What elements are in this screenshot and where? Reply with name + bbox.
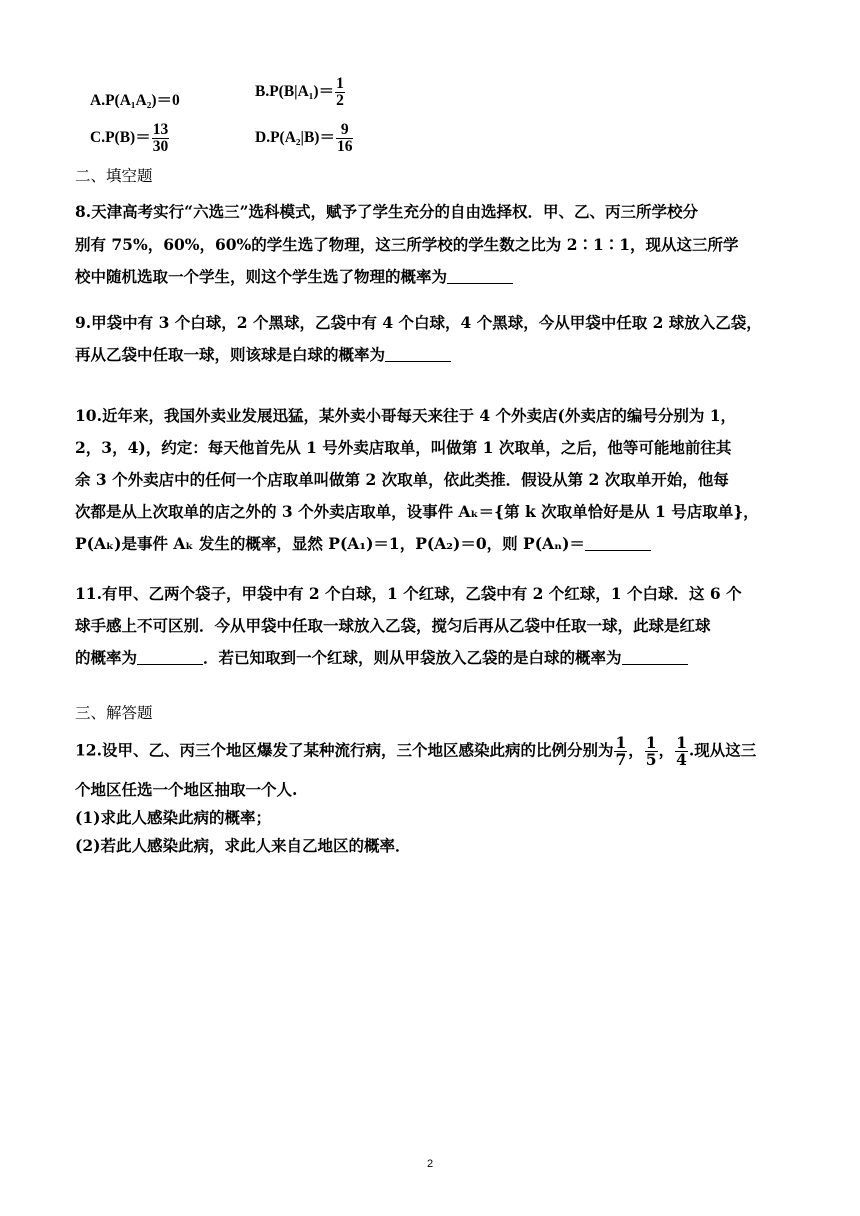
q12-line-2: 个地区任选一个地区抽取一个人. <box>75 780 298 799</box>
q12-part-2: (2)若此人感染此病，求此人来自乙地区的概率． <box>75 836 411 855</box>
answer-blank <box>585 536 651 551</box>
option-b: B.P(B|A₁)＝ $\frac{1}{2}$ <box>255 75 344 109</box>
q10-line-3: 余 3 个外卖店中的任何一个店取单叫做第 2 次取单，依此类推．假设从第 2 次取单开始，他每 <box>75 470 729 489</box>
fraction: $\frac{13}{30}$ <box>152 121 169 155</box>
q11-line-3: 的概率为 ．若已知取到一个红球，则从甲袋放入乙袋的是白球的概率为 <box>75 648 688 668</box>
q10-line-1: 10.近年来，我国外卖业发展迅猛，某外卖小哥每天来往于 4 个外卖店(外卖店的编号分别为 1， <box>75 406 737 425</box>
q12-line-1: 12.设甲、乙、丙三个地区爆发了某种流行病，三个地区感染此病的比例分别为 $\frac{1}{7}$ ， $\frac{1}{5}$ ， $\frac{1}{4}$ .现从这三 <box>75 733 757 769</box>
q9-line-2: 再从乙袋中任取一球，则该球是白球的概率为 <box>75 345 451 365</box>
q11-line-1: 11.有甲、乙两个袋子，甲袋中有 2 个白球，1 个红球，乙袋中有 2 个红球，1 个白球．这 6 个 <box>75 584 742 603</box>
fraction: $\frac{9}{16}$ <box>336 121 353 155</box>
q10-line-2: 2，3，4)，约定：每天他首先从 1 号外卖店取单，叫做第 1 次取单，之后，他等可能地前往其 <box>75 438 732 457</box>
q10-line-5: P(Aₖ)是事件 Aₖ 发生的概率，显然 P(A₁)＝1，P(A₂)＝0，则 P(Aₙ)＝ <box>75 534 651 554</box>
section-title-solve: 三、解答题 <box>75 704 153 722</box>
q9-line-1: 9.甲袋中有 3 个白球，2 个黑球，乙袋中有 4 个白球，4 个黑球，今从甲袋中任取 2 球放入乙袋， <box>75 313 762 332</box>
answer-blank <box>622 650 688 665</box>
page-number: 2 <box>426 1158 434 1170</box>
answer-blank <box>385 347 451 362</box>
fraction: $\frac{1}{7}$ <box>615 733 627 769</box>
q11-line-2: 球手感上不可区别．今从甲袋中任取一球放入乙袋，搅匀后再从乙袋中任取一球，此球是红球 <box>75 616 711 635</box>
answer-blank <box>137 650 203 665</box>
option-c: C.P(B)＝ $\frac{13}{30}$ <box>90 121 169 155</box>
section-title-fill-in: 二、填空题 <box>75 167 153 185</box>
fraction: $\frac{1}{4}$ <box>676 733 687 769</box>
q10-line-4: 次都是从上次取单的店之外的 3 个外卖店取单，设事件 Aₖ＝{第 k 次取单恰好是从 1 号店取单}， <box>75 502 759 521</box>
q12-part-1: (1)求此人感染此病的概率； <box>75 808 271 827</box>
fraction: $\frac{1}{5}$ <box>645 733 657 769</box>
answer-blank <box>447 269 513 284</box>
q8-line-1: 8.天津高考实行“六选三”选科模式，赋予了学生充分的自由选择权．甲、乙、丙三所学校分 <box>75 202 699 221</box>
q8-line-3: 校中随机选取一个学生，则这个学生选了物理的概率为 <box>75 267 513 287</box>
option-d: D.P(A₂|B)＝ $\frac{9}{16}$ <box>255 121 353 155</box>
option-a: A.P(A₁A₂)＝0 <box>90 92 180 109</box>
q8-line-2: 别有 75%，60%，60%的学生选了物理，这三所学校的学生数之比为 2∶1∶1，现从这三所学 <box>75 235 739 254</box>
fraction: $\frac{1}{2}$ <box>336 75 344 109</box>
